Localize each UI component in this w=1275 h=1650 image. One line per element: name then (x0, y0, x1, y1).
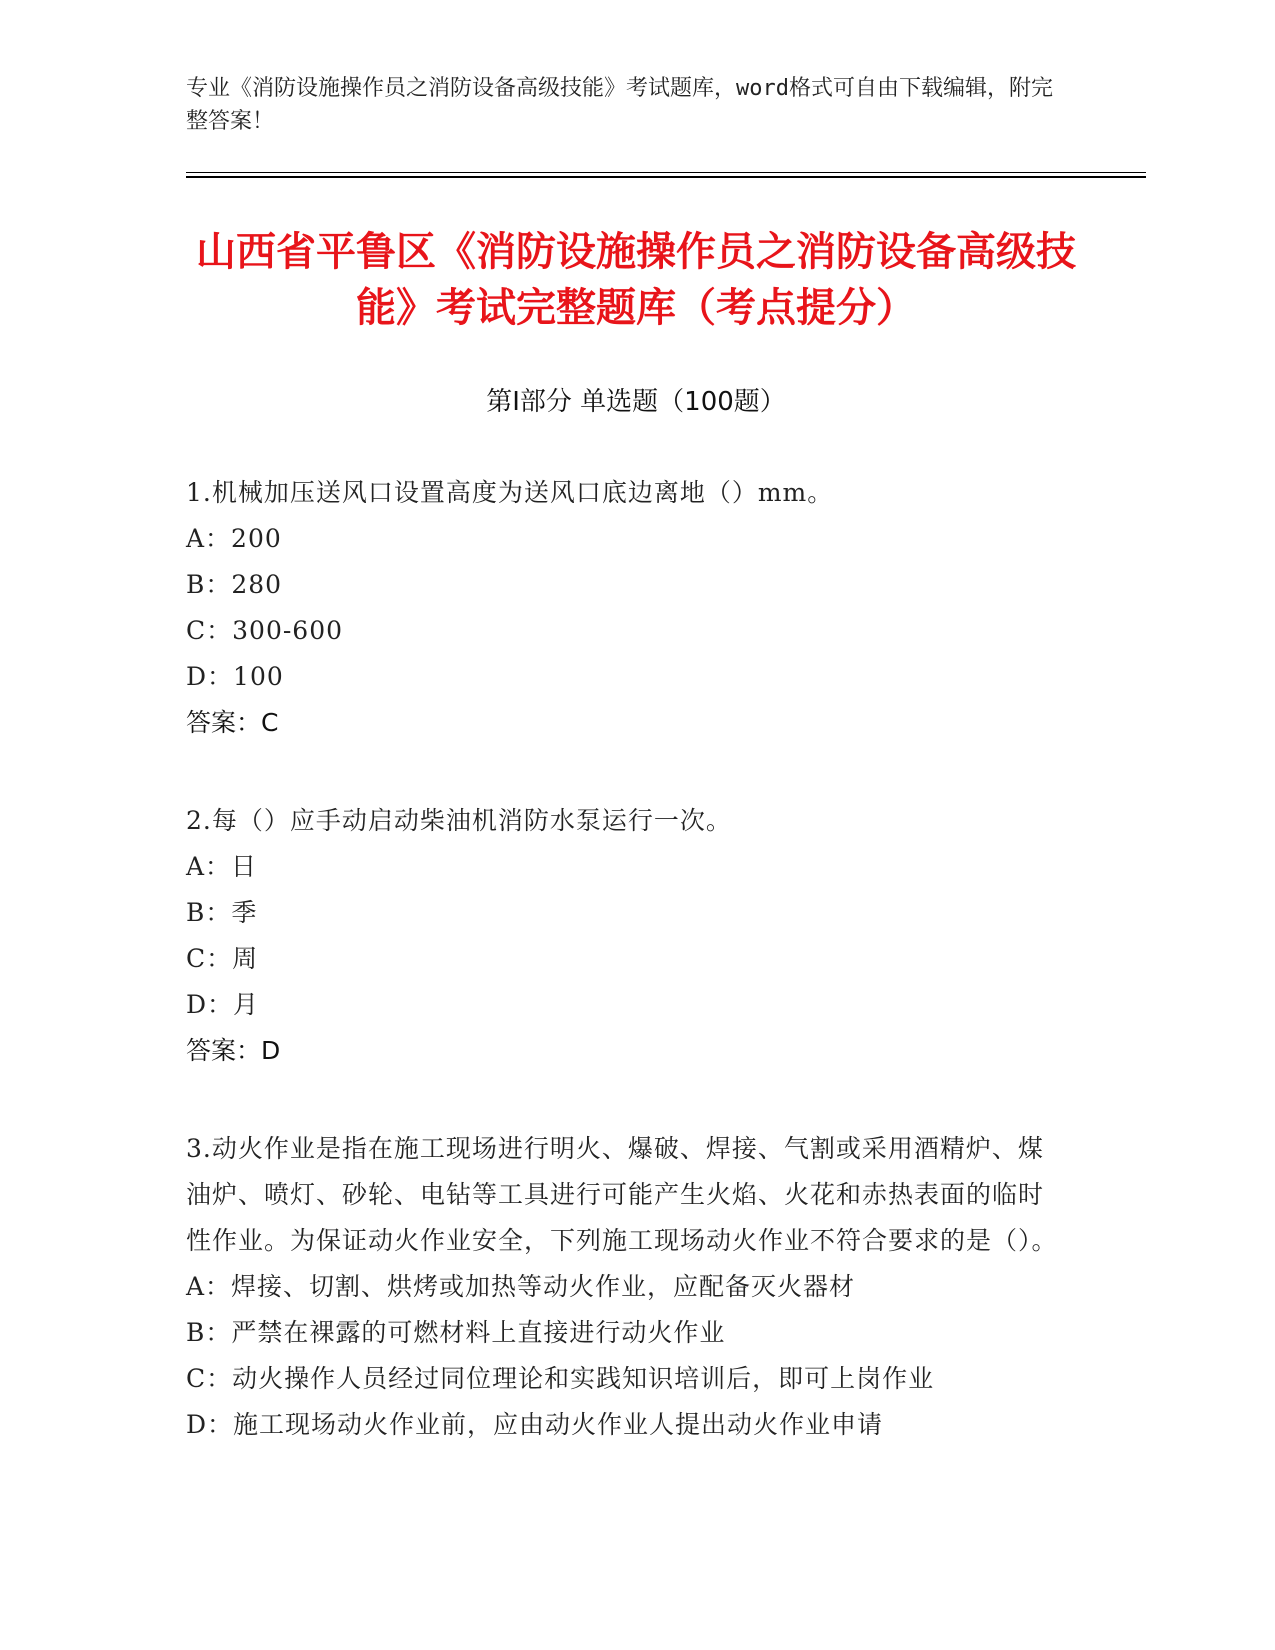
option-b: B：季 (186, 898, 258, 927)
header-rule-thick (186, 176, 1146, 178)
option-a: A：200 (186, 524, 282, 553)
option-c: C：300-600 (186, 616, 344, 645)
header-note: 专业《消防设施操作员之消防设备高级技能》考试题库，word格式可自由下载编辑，附完整答案！ (186, 76, 1053, 134)
question-2 (186, 798, 1066, 1074)
option-b: B：严禁在裸露的可燃材料上直接进行动火作业 (186, 1318, 726, 1347)
header-rule-thin (186, 172, 1146, 173)
answer: 答案：C (186, 708, 279, 737)
option-c: C：周 (186, 944, 259, 973)
option-d: D：施工现场动火作业前，应由动火作业人提出动火作业申请 (186, 1410, 884, 1439)
question-list (186, 470, 1066, 1500)
option-c: C：动火操作人员经过同位理论和实践知识培训后，即可上岗作业 (186, 1364, 935, 1393)
option-d: D：100 (186, 662, 284, 691)
question-1 (186, 470, 1066, 746)
section-heading: 第Ⅰ部分 单选题（100题） (486, 387, 786, 417)
question-stem: 1.机械加压送风口设置高度为送风口底边离地（）mm。 (186, 478, 834, 507)
option-b: B：280 (186, 570, 283, 599)
question-stem: 3.动火作业是指在施工现场进行明火、爆破、焊接、气割或采用酒精炉、煤油炉、喷灯、砂轮、电钻等工具进行可能产生火焰、火花和赤热表面的临时性作业。为保证动火作业安全，下列施工现场动火作业不符合要求的是（）。 (186, 1134, 1058, 1255)
option-a: A：焊接、切割、烘烤或加热等动火作业，应配备灭火器材 (186, 1272, 856, 1301)
question-stem: 2.每（）应手动启动柴油机消防水泵运行一次。 (186, 806, 732, 835)
option-a: A：日 (186, 852, 258, 881)
option-d: D：月 (186, 990, 260, 1019)
question-3 (186, 1126, 1066, 1448)
document-title: 山西省平鲁区《消防设施操作员之消防设备高级技能》考试完整题库（考点提分） (196, 229, 1076, 331)
answer: 答案：D (186, 1036, 281, 1065)
